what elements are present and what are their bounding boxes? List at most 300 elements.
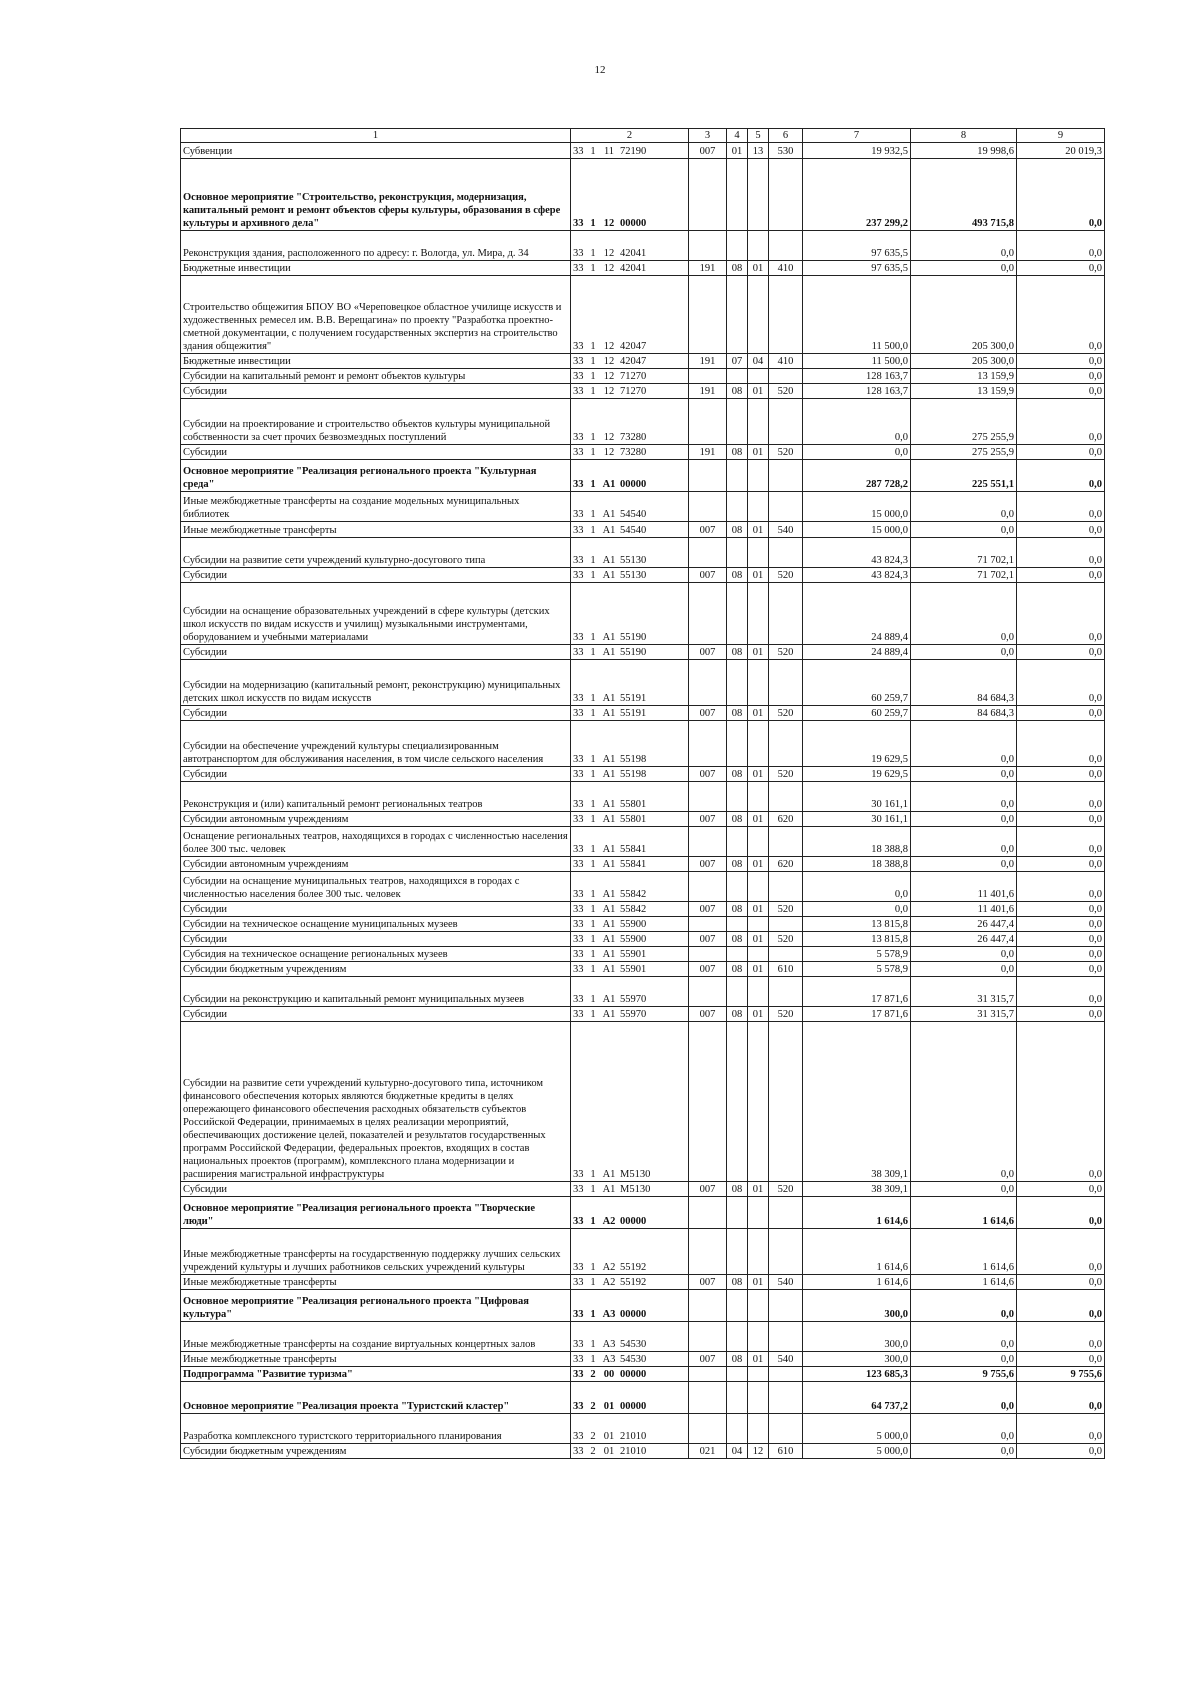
row-target-code	[571, 460, 689, 492]
program-code: 33	[573, 814, 584, 825]
row-amount-col7: 60 259,7	[803, 660, 911, 706]
row-amount-col8: 0,0	[911, 857, 1017, 872]
row-amount-col7: 38 309,1	[803, 1182, 911, 1197]
row-expense-type	[769, 538, 803, 568]
row-expense-type	[769, 1367, 803, 1382]
subprogram-code: 1	[590, 1354, 596, 1365]
row-target-code	[571, 1229, 689, 1275]
row-amount-col7: 0,0	[803, 902, 911, 917]
program-code: 33	[573, 1216, 584, 1227]
subprogram-code: 1	[590, 479, 596, 490]
direction-code: 55841	[620, 844, 647, 855]
direction-code: 00000	[620, 1401, 647, 1412]
row-amount-col9: 0,0	[1017, 384, 1105, 399]
program-code: 33	[573, 1277, 584, 1288]
activity-code: A1	[602, 632, 616, 643]
program-code: 33	[573, 889, 584, 900]
row-target-code	[571, 1182, 689, 1197]
table-row	[181, 538, 1105, 568]
row-name: Основное мероприятие "Реализация регионального проекта "Цифровая культура"	[181, 1290, 571, 1322]
row-target-code	[571, 354, 689, 369]
row-name: Субвенции	[181, 143, 571, 159]
direction-code: 55190	[620, 632, 647, 643]
row-target-code	[571, 827, 689, 857]
row-grbs	[689, 947, 727, 962]
table-row	[181, 1367, 1105, 1382]
row-amount-col8: 0,0	[911, 645, 1017, 660]
header-cell: 5	[748, 129, 769, 143]
row-section: 08	[727, 568, 748, 583]
row-amount-col7: 128 163,7	[803, 369, 911, 384]
row-target-code	[571, 1367, 689, 1382]
direction-code: 42047	[620, 341, 647, 352]
row-target-code	[571, 445, 689, 460]
row-section: 08	[727, 1007, 748, 1022]
row-subsection	[748, 660, 769, 706]
row-section: 08	[727, 384, 748, 399]
row-amount-col8: 26 447,4	[911, 932, 1017, 947]
row-grbs: 007	[689, 522, 727, 538]
row-subsection	[748, 1367, 769, 1382]
table-row	[181, 354, 1105, 369]
row-grbs: 191	[689, 384, 727, 399]
row-amount-col9: 0,0	[1017, 538, 1105, 568]
row-subsection: 01	[748, 706, 769, 721]
program-code: 33	[573, 904, 584, 915]
row-amount-col8: 0,0	[911, 782, 1017, 812]
program-code: 33	[573, 693, 584, 704]
row-expense-type: 520	[769, 445, 803, 460]
row-section: 08	[727, 902, 748, 917]
row-grbs: 007	[689, 645, 727, 660]
row-amount-col9: 0,0	[1017, 645, 1105, 660]
row-section	[727, 583, 748, 645]
row-section: 08	[727, 1182, 748, 1197]
activity-code: A1	[602, 769, 616, 780]
direction-code: 55900	[620, 919, 647, 930]
row-amount-col8: 26 447,4	[911, 917, 1017, 932]
activity-code: 01	[603, 1401, 615, 1412]
row-target-code	[571, 399, 689, 445]
row-name: Субсидии	[181, 932, 571, 947]
row-subsection: 01	[748, 1007, 769, 1022]
program-code: 33	[573, 1309, 584, 1320]
row-target-code	[571, 1007, 689, 1022]
subprogram-code: 1	[590, 1184, 596, 1195]
row-subsection	[748, 276, 769, 354]
activity-code: 12	[603, 432, 615, 443]
program-code: 33	[573, 555, 584, 566]
table-row	[181, 261, 1105, 276]
activity-code: A1	[602, 964, 616, 975]
table-row	[181, 231, 1105, 261]
row-target-code	[571, 231, 689, 261]
row-amount-col9: 0,0	[1017, 1290, 1105, 1322]
row-amount-col8: 0,0	[911, 522, 1017, 538]
row-amount-col9: 0,0	[1017, 1275, 1105, 1290]
row-subsection: 01	[748, 1182, 769, 1197]
subprogram-code: 1	[590, 769, 596, 780]
row-expense-type	[769, 977, 803, 1007]
table-row	[181, 1444, 1105, 1459]
program-code: 33	[573, 509, 584, 520]
activity-code: A2	[602, 1216, 616, 1227]
row-amount-col8: 0,0	[911, 492, 1017, 522]
direction-code: 42047	[620, 356, 647, 367]
row-expense-type: 540	[769, 522, 803, 538]
row-name: Субсидии	[181, 568, 571, 583]
subprogram-code: 1	[590, 509, 596, 520]
row-section	[727, 460, 748, 492]
subprogram-code: 1	[590, 1169, 596, 1180]
activity-code: A3	[602, 1354, 616, 1365]
subprogram-code: 1	[590, 1216, 596, 1227]
activity-code: 12	[603, 447, 615, 458]
direction-code: 55198	[620, 769, 647, 780]
row-name: Бюджетные инвестиции	[181, 354, 571, 369]
row-expense-type: 540	[769, 1275, 803, 1290]
table-row	[181, 1290, 1105, 1322]
row-expense-type: 530	[769, 143, 803, 159]
subprogram-code: 1	[590, 754, 596, 765]
row-name: Субсидии на оснащение муниципальных театров, находящихся в городах с численностью населения более 300 тыс. человек	[181, 872, 571, 902]
program-code: 33	[573, 248, 584, 259]
row-grbs	[689, 1367, 727, 1382]
row-name: Субсидии	[181, 767, 571, 782]
row-name: Основное мероприятие "Реализация регионального проекта "Творческие люди"	[181, 1197, 571, 1229]
row-grbs	[689, 917, 727, 932]
row-subsection: 13	[748, 143, 769, 159]
direction-code: 00000	[620, 479, 647, 490]
row-amount-col7: 5 578,9	[803, 962, 911, 977]
row-name: Строительство общежития БПОУ ВО «Череповецкое областное училище искусств и художественных ремесел им. В.В. Верещагина» по проекту "Разработка проектно-сметной документации, с получением государственных экспертиз на строительство здания общежития"	[181, 276, 571, 354]
activity-code: A1	[602, 1184, 616, 1195]
row-amount-col8: 0,0	[911, 1290, 1017, 1322]
row-amount-col9: 0,0	[1017, 369, 1105, 384]
row-expense-type: 520	[769, 1007, 803, 1022]
row-amount-col9: 0,0	[1017, 706, 1105, 721]
row-target-code	[571, 812, 689, 827]
row-name: Основное мероприятие "Реализация проекта "Туристский кластер"	[181, 1382, 571, 1414]
subprogram-code: 1	[590, 1277, 596, 1288]
row-grbs	[689, 231, 727, 261]
row-expense-type	[769, 231, 803, 261]
row-amount-col9: 0,0	[1017, 947, 1105, 962]
table-row	[181, 767, 1105, 782]
row-section	[727, 827, 748, 857]
row-expense-type	[769, 1022, 803, 1182]
program-code: 33	[573, 386, 584, 397]
row-amount-col8: 0,0	[911, 583, 1017, 645]
program-code: 33	[573, 708, 584, 719]
subprogram-code: 1	[590, 814, 596, 825]
row-target-code	[571, 276, 689, 354]
row-expense-type: 520	[769, 1182, 803, 1197]
row-target-code	[571, 522, 689, 538]
activity-code: A1	[602, 525, 616, 536]
program-code: 33	[573, 1262, 584, 1273]
table-row	[181, 1022, 1105, 1182]
direction-code: 55130	[620, 570, 647, 581]
row-subsection	[748, 159, 769, 231]
row-section	[727, 159, 748, 231]
row-amount-col9: 0,0	[1017, 660, 1105, 706]
row-amount-col9: 0,0	[1017, 827, 1105, 857]
table-row	[181, 932, 1105, 947]
row-amount-col8: 0,0	[911, 1444, 1017, 1459]
row-subsection: 01	[748, 445, 769, 460]
row-name: Субсидии на обеспечение учреждений культуры специализированным автотранспортом для обслуживания населения, в том числе сельского населения	[181, 721, 571, 767]
row-grbs: 007	[689, 902, 727, 917]
row-section: 08	[727, 522, 748, 538]
row-section	[727, 1197, 748, 1229]
row-expense-type: 520	[769, 767, 803, 782]
subprogram-code: 2	[590, 1369, 596, 1380]
activity-code: 12	[603, 356, 615, 367]
row-section: 08	[727, 962, 748, 977]
row-grbs	[689, 538, 727, 568]
program-code: 33	[573, 949, 584, 960]
row-name: Иные межбюджетные трансферты	[181, 1275, 571, 1290]
row-grbs	[689, 782, 727, 812]
subprogram-code: 1	[590, 570, 596, 581]
row-amount-col8: 1 614,6	[911, 1197, 1017, 1229]
row-amount-col7: 11 500,0	[803, 354, 911, 369]
activity-code: A1	[602, 754, 616, 765]
row-amount-col7: 5 000,0	[803, 1414, 911, 1444]
program-code: 33	[573, 1184, 584, 1195]
row-section: 08	[727, 812, 748, 827]
subprogram-code: 1	[590, 248, 596, 259]
row-expense-type	[769, 721, 803, 767]
program-code: 33	[573, 647, 584, 658]
row-target-code	[571, 538, 689, 568]
row-amount-col8: 0,0	[911, 1182, 1017, 1197]
row-amount-col8: 84 684,3	[911, 706, 1017, 721]
row-amount-col8: 11 401,6	[911, 902, 1017, 917]
row-grbs: 007	[689, 706, 727, 721]
row-name: Подпрограмма "Развитие туризма"	[181, 1367, 571, 1382]
row-name: Иные межбюджетные трансферты на создание модельных муниципальных библиотек	[181, 492, 571, 522]
row-expense-type: 520	[769, 384, 803, 399]
row-name: Субсидии на техническое оснащение муниципальных музеев	[181, 917, 571, 932]
program-code: 33	[573, 1009, 584, 1020]
direction-code: 55190	[620, 647, 647, 658]
row-subsection	[748, 782, 769, 812]
row-amount-col8: 275 255,9	[911, 445, 1017, 460]
row-expense-type: 520	[769, 902, 803, 917]
subprogram-code: 2	[590, 1446, 596, 1457]
direction-code: 73280	[620, 447, 647, 458]
row-amount-col8: 0,0	[911, 812, 1017, 827]
row-grbs: 007	[689, 932, 727, 947]
direction-code: 42041	[620, 263, 647, 274]
row-amount-col9: 20 019,3	[1017, 143, 1105, 159]
row-subsection: 01	[748, 384, 769, 399]
row-section: 01	[727, 143, 748, 159]
row-target-code	[571, 1322, 689, 1352]
program-code: 33	[573, 570, 584, 581]
row-section: 08	[727, 1275, 748, 1290]
row-grbs: 007	[689, 1007, 727, 1022]
row-name: Субсидии автономным учреждениям	[181, 857, 571, 872]
row-amount-col7: 13 815,8	[803, 917, 911, 932]
activity-code: A1	[602, 934, 616, 945]
activity-code: 12	[603, 341, 615, 352]
direction-code: 55842	[620, 889, 647, 900]
row-amount-col9: 0,0	[1017, 1022, 1105, 1182]
program-code: 33	[573, 632, 584, 643]
row-amount-col9: 0,0	[1017, 1229, 1105, 1275]
row-section	[727, 1322, 748, 1352]
direction-code: 72190	[620, 146, 647, 157]
row-target-code	[571, 721, 689, 767]
row-subsection	[748, 492, 769, 522]
table-row	[181, 782, 1105, 812]
row-section	[727, 538, 748, 568]
row-amount-col9: 9 755,6	[1017, 1367, 1105, 1382]
row-section	[727, 1382, 748, 1414]
activity-code: A1	[602, 570, 616, 581]
row-name: Реконструкция и (или) капитальный ремонт региональных театров	[181, 782, 571, 812]
row-grbs: 007	[689, 767, 727, 782]
row-amount-col7: 0,0	[803, 445, 911, 460]
row-name: Субсидии на реконструкцию и капитальный ремонт муниципальных музеев	[181, 977, 571, 1007]
row-expense-type	[769, 827, 803, 857]
activity-code: A1	[602, 708, 616, 719]
row-grbs	[689, 492, 727, 522]
subprogram-code: 1	[590, 1309, 596, 1320]
row-amount-col7: 64 737,2	[803, 1382, 911, 1414]
row-subsection	[748, 460, 769, 492]
activity-code: 00	[603, 1369, 615, 1380]
row-subsection: 01	[748, 645, 769, 660]
row-amount-col9: 0,0	[1017, 1322, 1105, 1352]
row-name: Субсидии	[181, 706, 571, 721]
row-amount-col8: 0,0	[911, 1382, 1017, 1414]
subprogram-code: 1	[590, 525, 596, 536]
header-cell: 3	[689, 129, 727, 143]
row-expense-type: 620	[769, 812, 803, 827]
header-cell: 6	[769, 129, 803, 143]
subprogram-code: 2	[590, 1401, 596, 1412]
row-subsection	[748, 1229, 769, 1275]
row-section	[727, 782, 748, 812]
direction-code: 55901	[620, 964, 647, 975]
row-amount-col9: 0,0	[1017, 872, 1105, 902]
row-amount-col8: 13 159,9	[911, 384, 1017, 399]
activity-code: A1	[602, 509, 616, 520]
direction-code: 00000	[620, 1369, 647, 1380]
row-amount-col7: 15 000,0	[803, 522, 911, 538]
table-row	[181, 1414, 1105, 1444]
row-amount-col7: 30 161,1	[803, 782, 911, 812]
program-code: 33	[573, 1401, 584, 1412]
subprogram-code: 1	[590, 1262, 596, 1273]
row-amount-col9: 0,0	[1017, 159, 1105, 231]
row-subsection	[748, 872, 769, 902]
program-code: 33	[573, 844, 584, 855]
row-name: Субсидии	[181, 1182, 571, 1197]
row-amount-col7: 24 889,4	[803, 583, 911, 645]
header-cell: 9	[1017, 129, 1105, 143]
row-subsection: 01	[748, 568, 769, 583]
row-amount-col7: 123 685,3	[803, 1367, 911, 1382]
program-code: 33	[573, 769, 584, 780]
row-target-code	[571, 962, 689, 977]
activity-code: A1	[602, 904, 616, 915]
row-amount-col7: 0,0	[803, 872, 911, 902]
row-amount-col7: 11 500,0	[803, 276, 911, 354]
subprogram-code: 1	[590, 799, 596, 810]
table-row	[181, 1322, 1105, 1352]
row-expense-type	[769, 399, 803, 445]
row-target-code	[571, 872, 689, 902]
row-subsection: 01	[748, 902, 769, 917]
row-subsection	[748, 1414, 769, 1444]
table-row	[181, 706, 1105, 721]
program-code: 33	[573, 934, 584, 945]
row-amount-col7: 237 299,2	[803, 159, 911, 231]
table-row	[181, 1197, 1105, 1229]
subprogram-code: 1	[590, 994, 596, 1005]
table-row	[181, 721, 1105, 767]
row-amount-col9: 0,0	[1017, 1444, 1105, 1459]
row-amount-col8: 71 702,1	[911, 568, 1017, 583]
subprogram-code: 1	[590, 904, 596, 915]
row-target-code	[571, 1414, 689, 1444]
subprogram-code: 1	[590, 632, 596, 643]
program-code: 33	[573, 1169, 584, 1180]
row-section	[727, 1022, 748, 1182]
row-amount-col8: 31 315,7	[911, 1007, 1017, 1022]
row-amount-col7: 17 871,6	[803, 977, 911, 1007]
row-amount-col9: 0,0	[1017, 568, 1105, 583]
row-amount-col7: 30 161,1	[803, 812, 911, 827]
row-amount-col7: 300,0	[803, 1352, 911, 1367]
row-grbs	[689, 583, 727, 645]
subprogram-code: 1	[590, 934, 596, 945]
row-name: Субсидии	[181, 645, 571, 660]
direction-code: 00000	[620, 218, 647, 229]
activity-code: A1	[602, 844, 616, 855]
subprogram-code: 1	[590, 693, 596, 704]
program-code: 33	[573, 371, 584, 382]
row-grbs: 007	[689, 812, 727, 827]
row-subsection	[748, 538, 769, 568]
row-expense-type: 410	[769, 261, 803, 276]
program-code: 33	[573, 218, 584, 229]
row-amount-col8: 205 300,0	[911, 276, 1017, 354]
row-amount-col9: 0,0	[1017, 522, 1105, 538]
row-section	[727, 660, 748, 706]
activity-code: A1	[602, 814, 616, 825]
subprogram-code: 1	[590, 647, 596, 658]
row-amount-col9: 0,0	[1017, 354, 1105, 369]
direction-code: 42041	[620, 248, 647, 259]
row-section	[727, 231, 748, 261]
row-subsection	[748, 369, 769, 384]
header-cell: 1	[181, 129, 571, 143]
row-grbs	[689, 399, 727, 445]
subprogram-code: 1	[590, 708, 596, 719]
row-subsection	[748, 583, 769, 645]
table-row	[181, 857, 1105, 872]
row-expense-type	[769, 872, 803, 902]
direction-code: 73280	[620, 432, 647, 443]
row-target-code	[571, 568, 689, 583]
row-subsection: 01	[748, 1352, 769, 1367]
